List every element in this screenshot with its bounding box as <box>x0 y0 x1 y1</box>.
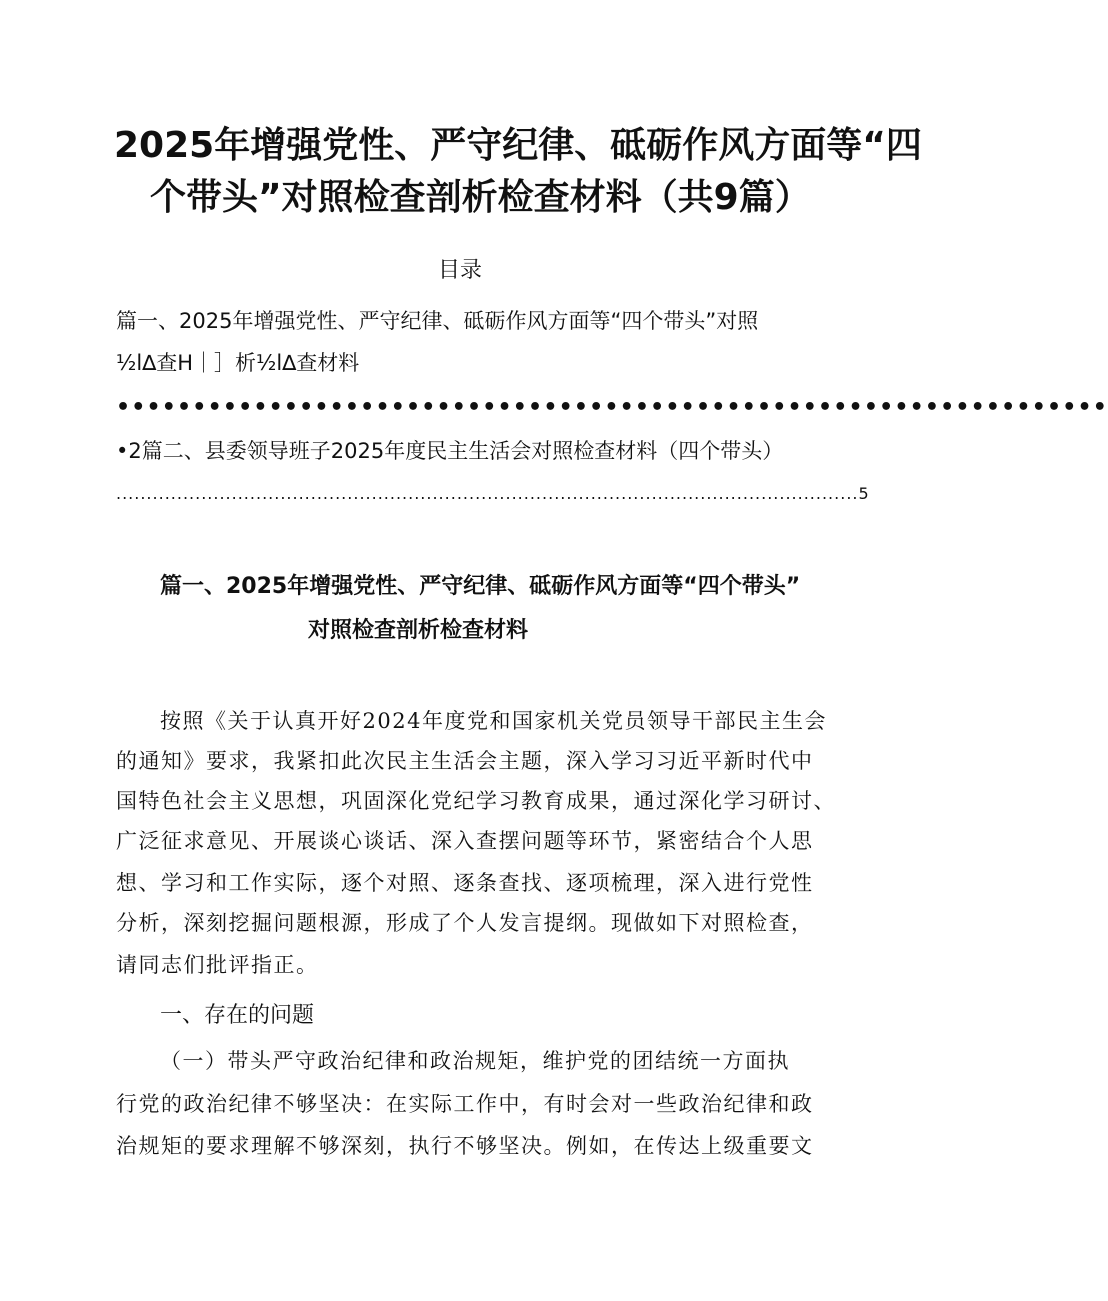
toc-entry-1-line-2[interactable]: ½l∆查H｜］析½l∆查材料 <box>116 351 360 375</box>
paragraph-2-line-3: 治规矩的要求理解不够深刻，执行不够坚决。例如，在传达上级重要文 <box>116 1134 814 1158</box>
section-1-title-line-2: 对照检查剖析检查材料 <box>308 618 529 643</box>
paragraph-1-line-7: 请同志们批评指正。 <box>116 953 319 977</box>
paragraph-1-line-5: 想、学习和工作实际，逐个对照、逐条查找、逐项梳理，深入进行党性 <box>116 871 814 895</box>
toc-entry-1-leader-dots: ••••••••••••••••••••••••••••••••••••••••••••••••••••••••••••••••• <box>116 395 1108 420</box>
paragraph-1-line-6: 分析，深刻挖掘问题根源，形成了个人发言提纲。现做如下对照检查， <box>116 911 814 935</box>
paragraph-1-line-1: 按照《关于认真开好2024年度党和国家机关党员领导干部民主生会 <box>160 709 827 733</box>
document-title-line-1: 2025年增强党性、严守纪律、砥砺作风方面等“四 <box>114 125 922 166</box>
toc-heading: 目录 <box>438 258 483 283</box>
paragraph-2-line-2: 行党的政治纪律不够坚决：在实际工作中，有时会对一些政治纪律和政 <box>116 1092 814 1116</box>
document-title-line-2: 个带头”对照检查剖析检查材料（共9篇） <box>150 177 811 218</box>
section-1-title-line-1: 篇一、2025年增强党性、严守纪律、砥砺作风方面等“四个带头” <box>160 574 801 599</box>
paragraph-1-line-4: 广泛征求意见、开展谈心谈话、深入查摆问题等环节，紧密结合个人思 <box>116 829 814 853</box>
toc-entry-1-line-1[interactable]: 篇一、2025年增强党性、严守纪律、砥砺作风方面等“四个带头”对照 <box>116 309 759 333</box>
toc-entry-2-line-1[interactable]: •2篇二、县委领导班子2025年度民主生活会对照检查材料（四个带头） <box>116 439 784 463</box>
paragraph-1-line-2: 的通知》要求，我紧扣此次民主生活会主题，深入学习习近平新时代中 <box>116 749 814 773</box>
toc-entry-2-leader-dots: ..........................................................................................................................5 <box>116 484 870 503</box>
paragraph-1-line-3: 国特色社会主义思想，巩固深化党纪学习教育成果，通过深化学习研讨、 <box>116 789 836 813</box>
subheading-existing-problems: 一、存在的问题 <box>160 1003 315 1028</box>
paragraph-2-line-1: （一）带头严守政治纪律和政治规矩，维护党的团结统一方面执 <box>160 1049 790 1073</box>
